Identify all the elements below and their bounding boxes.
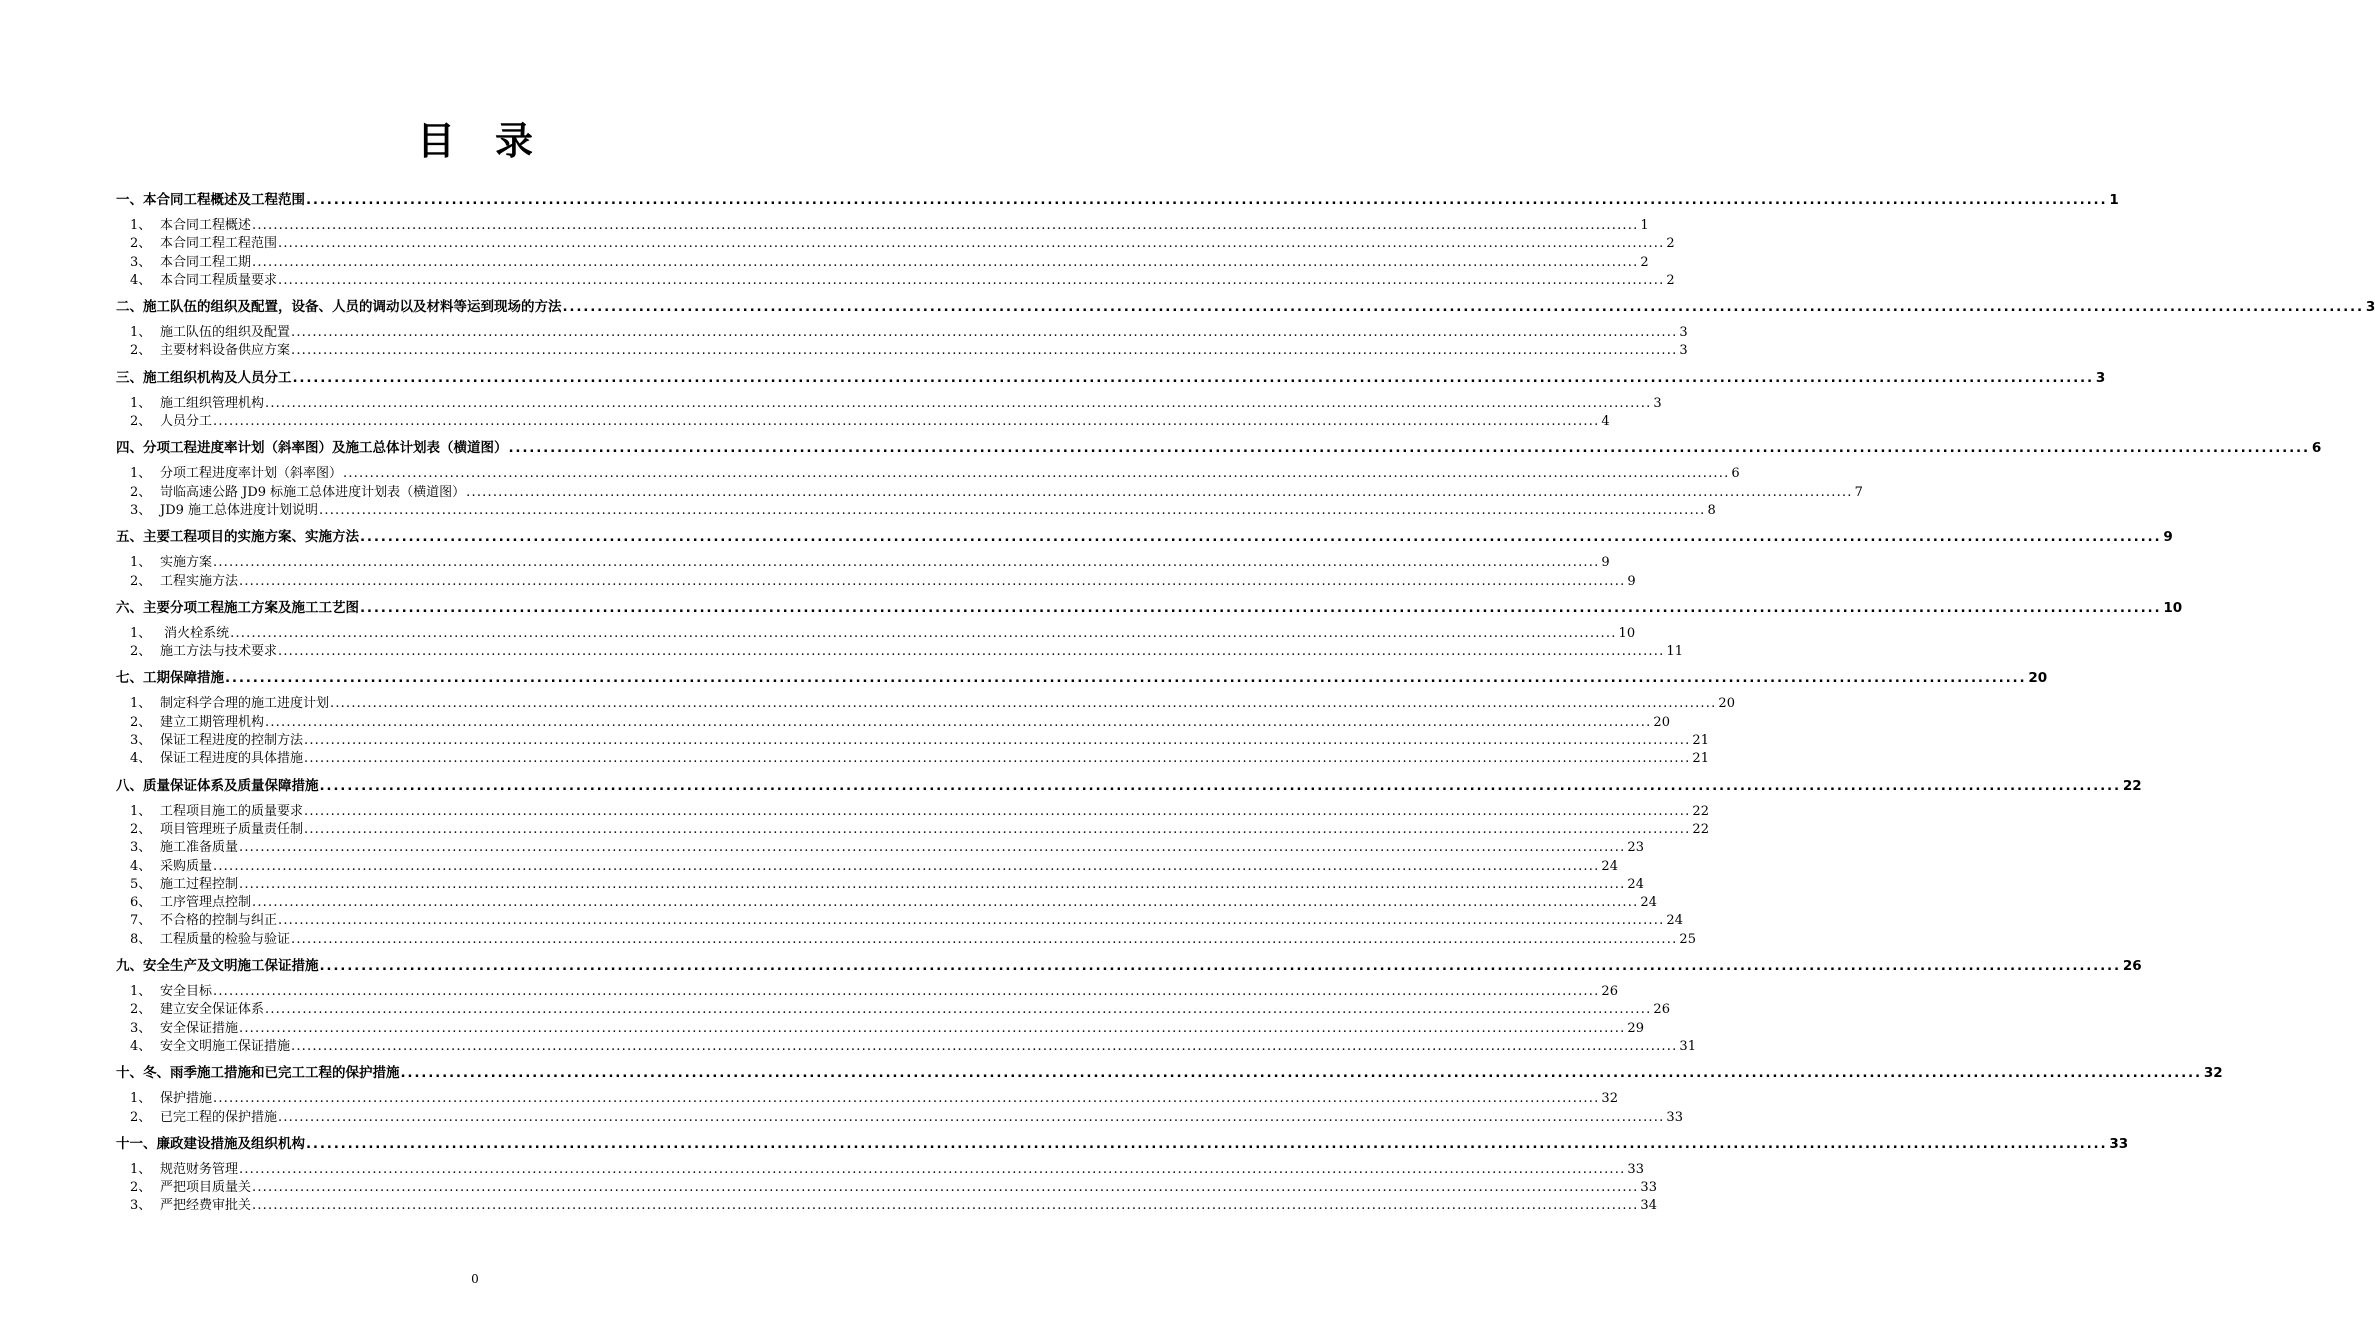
toc-subsection-page: 29 — [1627, 1020, 1644, 1036]
toc-section-title: 冬、雨季施工措施和已完工工程的保护措施 — [143, 1065, 400, 1082]
toc-subsection-entry[interactable] — [116, 573, 1636, 591]
toc-subsection-page: 24 — [1666, 913, 1683, 929]
toc-subsection-title: 严把经费审批关 — [160, 1198, 252, 1214]
dot-leader: .................................................................................................................................................................................................................................................................... — [239, 840, 1626, 856]
toc-subsection-page: 7 — [1854, 484, 1863, 500]
toc-subsection-number: 1、 — [130, 466, 152, 482]
toc-subsection-entry[interactable] — [116, 894, 1657, 912]
dot-leader: .................................................................................................................................................................................................................................................................... — [304, 733, 1691, 749]
dot-leader: .................................................................................................................................................................................................................................................................... — [306, 192, 2108, 208]
dot-leader: .................................................................................................................................................................................................................................................................... — [252, 254, 1639, 270]
title-char-1: 目 — [416, 119, 455, 163]
dot-leader: .................................................................................................................................................................................................................................................................... — [213, 414, 1600, 430]
toc-subsection-entry[interactable] — [116, 1001, 1670, 1019]
toc-subsection-page: 25 — [1679, 931, 1696, 947]
toc-section-number: 二、 — [116, 299, 143, 316]
toc-subsection-number: 3、 — [130, 840, 152, 856]
dot-leader: .................................................................................................................................................................................................................................................................... — [239, 876, 1626, 892]
toc-section-page: 10 — [2163, 599, 2183, 616]
toc-subsection-number: 8、 — [130, 931, 152, 947]
toc-subsection-title: 安全保证措施 — [160, 1020, 239, 1036]
toc-subsection-page: 6 — [1731, 466, 1740, 482]
toc-subsection-title: JD9 施工总体进度计划说明 — [160, 502, 319, 518]
toc-subsection-title: 施工队伍的组织及配置 — [160, 325, 291, 341]
toc-subsection-number: 1、 — [130, 625, 152, 641]
dot-leader: .................................................................................................................................................................................................................................................................... — [213, 984, 1600, 1000]
toc-section-number: 六、 — [116, 599, 143, 616]
toc-subsection-entry[interactable] — [116, 217, 1649, 235]
toc-subsection-title: 主要材料设备供应方案 — [160, 343, 291, 359]
toc-subsection-title: 本合同工程概述 — [160, 218, 252, 233]
toc-section-title: 施工组织机构及人员分工 — [143, 369, 292, 386]
toc-subsection-entry[interactable] — [116, 502, 1716, 520]
dot-leader: .................................................................................................................................................................................................................................................................... — [291, 1038, 1678, 1054]
toc-subsection-number: 1、 — [130, 555, 152, 571]
toc-subsection-entry[interactable] — [116, 912, 1683, 930]
dot-leader: .................................................................................................................................................................................................................................................................... — [252, 1180, 1639, 1196]
dot-leader: .................................................................................................................................................................................................................................................................... — [508, 440, 2310, 457]
toc-subsection-entry[interactable] — [116, 643, 1683, 661]
toc-subsection-number: 2、 — [130, 236, 152, 252]
dot-leader: .................................................................................................................................................................................................................................................................... — [239, 1161, 1626, 1177]
toc-subsection-entry[interactable] — [116, 254, 1649, 272]
toc-subsection-title: 建立工期管理机构 — [160, 714, 265, 730]
dot-leader: .................................................................................................................................................................................................................................................................... — [304, 821, 1691, 837]
toc-subsection-page: 22 — [1692, 821, 1709, 837]
toc-subsection-title: 安全文明施工保证措施 — [160, 1038, 291, 1054]
toc-subsection-title: 本合同工程工期 — [160, 254, 252, 270]
toc-section-page: 20 — [2028, 670, 2048, 687]
toc-subsection-entry[interactable] — [116, 342, 1688, 360]
toc-subsection-entry[interactable] — [116, 732, 1709, 750]
toc-subsection-entry[interactable] — [116, 235, 1675, 253]
toc-section-title: 质量保证体系及质量保障措施 — [143, 777, 319, 794]
toc-subsection-number: 7、 — [130, 913, 152, 929]
toc-subsection-entry[interactable] — [116, 858, 1618, 876]
dot-leader: .................................................................................................................................................................................................................................................................... — [252, 218, 1639, 233]
dot-leader: .................................................................................................................................................................................................................................................................... — [319, 777, 2121, 794]
toc-subsection-number: 4、 — [130, 272, 152, 288]
table-of-contents — [116, 191, 2375, 1216]
toc-subsection-number: 2、 — [130, 343, 152, 359]
toc-subsection-number: 3、 — [130, 502, 152, 518]
toc-subsection-title: 安全目标 — [160, 984, 213, 1000]
dot-leader: .................................................................................................................................................................................................................................................................... — [466, 484, 1853, 500]
toc-subsection-title: 实施方案 — [160, 555, 213, 571]
toc-subsection-number: 5、 — [130, 876, 152, 892]
toc-subsection-title: 保护措施 — [160, 1091, 213, 1107]
page-number: 0 — [471, 1272, 479, 1286]
toc-subsection-number: 2、 — [130, 1180, 152, 1196]
toc-subsection-page: 9 — [1601, 555, 1610, 571]
toc-subsection-page: 20 — [1718, 696, 1735, 712]
toc-subsection-page: 3 — [1679, 325, 1688, 341]
toc-subsection-number: 3、 — [130, 254, 152, 270]
dot-leader: .................................................................................................................................................................................................................................................................... — [304, 803, 1691, 819]
toc-subsection-title: 工程项目施工的质量要求 — [160, 803, 304, 819]
toc-section-title: 廉政建设措施及组织机构 — [156, 1135, 305, 1152]
toc-subsection-number: 4、 — [130, 858, 152, 874]
toc-subsection-number: 1、 — [130, 325, 152, 341]
toc-section-number: 三、 — [116, 369, 143, 386]
dot-leader: .................................................................................................................................................................................................................................................................... — [400, 1065, 2202, 1082]
toc-section-page: 26 — [2122, 958, 2142, 975]
dot-leader: .................................................................................................................................................................................................................................................................... — [291, 325, 1678, 341]
toc-subsection-title: 施工过程控制 — [160, 876, 239, 892]
toc-section-entry[interactable] — [116, 191, 2119, 210]
toc-subsection-number: 4、 — [130, 751, 152, 767]
toc-subsection-page: 4 — [1601, 414, 1610, 430]
toc-subsection-number: 2、 — [130, 414, 152, 430]
toc-section-entry[interactable] — [116, 957, 2142, 976]
toc-subsection-entry[interactable] — [116, 1197, 1657, 1215]
toc-subsection-number: 1、 — [130, 218, 152, 233]
toc-subsection-entry[interactable] — [116, 1109, 1683, 1127]
toc-subsection-page: 20 — [1653, 714, 1670, 730]
toc-subsection-entry[interactable] — [116, 695, 1735, 713]
toc-subsection-number: 2、 — [130, 714, 152, 730]
toc-subsection-entry[interactable] — [116, 413, 1610, 431]
toc-section-entry[interactable] — [116, 298, 2375, 317]
toc-subsection-entry[interactable] — [116, 1179, 1657, 1197]
toc-subsection-entry[interactable] — [116, 625, 1636, 643]
toc-subsection-page: 26 — [1601, 984, 1618, 1000]
dot-leader: .................................................................................................................................................................................................................................................................... — [562, 299, 2364, 316]
toc-subsection-entry[interactable] — [116, 465, 1740, 483]
toc-subsection-page: 34 — [1640, 1198, 1657, 1214]
toc-subsection-number: 3、 — [130, 733, 152, 749]
toc-subsection-number: 4、 — [130, 1038, 152, 1054]
toc-subsection-title: 保证工程进度的控制方法 — [160, 733, 304, 749]
dot-leader: .................................................................................................................................................................................................................................................................... — [239, 573, 1626, 589]
dot-leader: .................................................................................................................................................................................................................................................................... — [239, 1020, 1626, 1036]
toc-section-number: 八、 — [116, 777, 143, 794]
dot-leader: .................................................................................................................................................................................................................................................................... — [278, 644, 1665, 660]
toc-subsection-number: 1、 — [130, 696, 152, 712]
toc-subsection-entry[interactable] — [116, 395, 1662, 413]
toc-subsection-entry[interactable] — [116, 1090, 1618, 1108]
dot-leader: .................................................................................................................................................................................................................................................................... — [278, 272, 1665, 288]
toc-subsection-page: 24 — [1601, 858, 1618, 874]
dot-leader: .................................................................................................................................................................................................................................................................... — [360, 599, 2162, 616]
toc-subsection-number: 1、 — [130, 1091, 152, 1107]
toc-subsection-title: 严把项目质量关 — [160, 1180, 252, 1196]
dot-leader: .................................................................................................................................................................................................................................................................... — [278, 913, 1665, 929]
toc-subsection-page: 2 — [1666, 236, 1675, 252]
dot-leader: .................................................................................................................................................................................................................................................................... — [265, 1002, 1652, 1018]
toc-subsection-entry[interactable] — [116, 1020, 1644, 1038]
toc-subsection-entry[interactable] — [116, 484, 1863, 502]
dot-leader: .................................................................................................................................................................................................................................................................... — [306, 1135, 2108, 1152]
toc-section-title: 工期保障措施 — [143, 670, 224, 687]
page-title — [0, 114, 950, 168]
toc-subsection-number: 1、 — [130, 395, 152, 411]
toc-subsection-title: 项目管理班子质量责任制 — [160, 821, 304, 837]
toc-subsection-page: 8 — [1707, 502, 1716, 518]
toc-subsection-number: 1、 — [130, 1161, 152, 1177]
toc-subsection-entry[interactable] — [116, 803, 1709, 821]
toc-subsection-entry[interactable] — [116, 876, 1644, 894]
toc-subsection-title: 岢临高速公路 JD9 标施工总体进度计划表（横道图） — [160, 484, 466, 500]
toc-subsection-number: 2、 — [130, 573, 152, 589]
dot-leader: .................................................................................................................................................................................................................................................................... — [230, 625, 1617, 641]
toc-subsection-title: 施工准备质量 — [160, 840, 239, 856]
toc-subsection-number: 3、 — [130, 1020, 152, 1036]
toc-subsection-entry[interactable] — [116, 983, 1618, 1001]
dot-leader: .................................................................................................................................................................................................................................................................... — [343, 466, 1730, 482]
toc-section-entry[interactable] — [116, 1135, 2129, 1154]
toc-subsection-page: 23 — [1627, 840, 1644, 856]
toc-subsection-title: 采购质量 — [160, 858, 213, 874]
toc-subsection-page: 2 — [1666, 272, 1675, 288]
toc-subsection-title: 分项工程进度率计划（斜率图） — [160, 466, 343, 482]
toc-section-page: 33 — [2109, 1135, 2129, 1152]
toc-subsection-page: 33 — [1640, 1180, 1657, 1196]
dot-leader: .................................................................................................................................................................................................................................................................... — [225, 670, 2027, 687]
toc-subsection-page: 24 — [1640, 895, 1657, 911]
dot-leader: .................................................................................................................................................................................................................................................................... — [213, 555, 1600, 571]
dot-leader: .................................................................................................................................................................................................................................................................... — [360, 529, 2162, 546]
toc-subsection-entry[interactable] — [116, 1038, 1696, 1056]
toc-subsection-title: 施工方法与技术要求 — [160, 644, 278, 660]
toc-subsection-page: 21 — [1692, 751, 1709, 767]
toc-section-page: 9 — [2163, 529, 2173, 546]
toc-subsection-page: 3 — [1653, 395, 1662, 411]
toc-subsection-page: 1 — [1640, 218, 1649, 233]
toc-section-title: 分项工程进度率计划（斜率图）及施工总体计划表（横道图） — [143, 440, 508, 457]
toc-section-entry[interactable] — [116, 439, 2322, 458]
toc-subsection-page: 33 — [1666, 1109, 1683, 1125]
toc-section-number: 十、 — [116, 1065, 143, 1082]
toc-section-title: 主要分项工程施工方案及施工工艺图 — [143, 599, 359, 616]
toc-section-title: 主要工程项目的实施方案、实施方法 — [143, 529, 359, 546]
toc-subsection-title: 工序管理点控制 — [160, 895, 252, 911]
toc-section-title: 施工队伍的组织及配置，设备、人员的调动以及材料等运到现场的方法 — [143, 299, 562, 316]
dot-leader: .................................................................................................................................................................................................................................................................... — [278, 1109, 1665, 1125]
toc-section-page: 22 — [2122, 777, 2142, 794]
toc-subsection-number: 2、 — [130, 1109, 152, 1125]
toc-subsection-title: 保证工程进度的具体措施 — [160, 751, 304, 767]
toc-section-entry[interactable] — [116, 669, 2048, 688]
toc-subsection-entry[interactable] — [116, 931, 1696, 949]
toc-section-number: 十一、 — [116, 1135, 157, 1152]
toc-subsection-title: 建立安全保证体系 — [160, 1002, 265, 1018]
toc-section-page: 32 — [2203, 1065, 2223, 1082]
toc-subsection-page: 3 — [1679, 343, 1688, 359]
dot-leader: .................................................................................................................................................................................................................................................................... — [291, 343, 1678, 359]
toc-subsection-title: 人员分工 — [160, 414, 213, 430]
toc-section-entry[interactable] — [116, 1064, 2223, 1083]
toc-subsection-number: 6、 — [130, 895, 152, 911]
toc-section-entry[interactable] — [116, 599, 2183, 618]
toc-subsection-page: 21 — [1692, 733, 1709, 749]
toc-subsection-page: 10 — [1618, 625, 1636, 641]
toc-section-page: 3 — [2095, 369, 2106, 386]
toc-subsection-number: 2、 — [130, 644, 152, 660]
toc-subsection-entry[interactable] — [116, 714, 1670, 732]
toc-subsection-title: 制定科学合理的施工进度计划 — [160, 696, 330, 712]
toc-section-number: 一、 — [116, 192, 143, 208]
toc-section-page: 3 — [2365, 299, 2375, 316]
toc-section-number: 七、 — [116, 670, 143, 687]
dot-leader: .................................................................................................................................................................................................................................................................... — [319, 502, 1706, 518]
toc-subsection-entry[interactable] — [116, 839, 1644, 857]
toc-subsection-page: 24 — [1627, 876, 1644, 892]
toc-section-number: 五、 — [116, 529, 143, 546]
dot-leader: .................................................................................................................................................................................................................................................................... — [213, 1091, 1600, 1107]
toc-section-number: 九、 — [116, 958, 143, 975]
toc-subsection-page: 11 — [1666, 644, 1683, 660]
toc-subsection-page: 31 — [1679, 1038, 1696, 1054]
toc-subsection-title: 施工组织管理机构 — [160, 395, 265, 411]
toc-subsection-number: 1、 — [130, 803, 152, 819]
toc-subsection-title: 已完工程的保护措施 — [160, 1109, 278, 1125]
toc-subsection-title: 消火栓系统 — [160, 625, 230, 641]
toc-section-number: 四、 — [116, 440, 143, 457]
dot-leader: .................................................................................................................................................................................................................................................................... — [265, 714, 1652, 730]
dot-leader: .................................................................................................................................................................................................................................................................... — [330, 696, 1717, 712]
toc-section-page: 6 — [2311, 440, 2322, 457]
dot-leader: .................................................................................................................................................................................................................................................................... — [292, 369, 2094, 386]
toc-subsection-entry[interactable] — [116, 324, 1688, 342]
toc-subsection-number: 2、 — [130, 484, 152, 500]
toc-section-title: 安全生产及文明施工保证措施 — [143, 958, 319, 975]
dot-leader: .................................................................................................................................................................................................................................................................... — [265, 395, 1652, 411]
toc-subsection-entry[interactable] — [116, 554, 1610, 572]
dot-leader: .................................................................................................................................................................................................................................................................... — [213, 858, 1600, 874]
toc-section-page: 1 — [2109, 192, 2119, 208]
toc-subsection-entry[interactable] — [116, 272, 1675, 290]
toc-section-entry[interactable] — [116, 777, 2142, 796]
toc-subsection-title: 工程实施方法 — [160, 573, 239, 589]
dot-leader: .................................................................................................................................................................................................................................................................... — [291, 931, 1678, 947]
dot-leader: .................................................................................................................................................................................................................................................................... — [304, 751, 1691, 767]
dot-leader: .................................................................................................................................................................................................................................................................... — [278, 236, 1665, 252]
toc-subsection-page: 22 — [1692, 803, 1709, 819]
toc-subsection-title: 不合格的控制与纠正 — [160, 913, 278, 929]
toc-subsection-entry[interactable] — [116, 821, 1709, 839]
toc-subsection-page: 9 — [1627, 573, 1636, 589]
dot-leader: .................................................................................................................................................................................................................................................................... — [252, 1198, 1639, 1214]
toc-subsection-entry[interactable] — [116, 1161, 1644, 1179]
toc-subsection-page: 33 — [1627, 1161, 1644, 1177]
toc-subsection-page: 32 — [1601, 1091, 1618, 1107]
toc-subsection-title: 工程质量的检验与验证 — [160, 931, 291, 947]
toc-subsection-title: 本合同工程质量要求 — [160, 272, 278, 288]
toc-subsection-number: 1、 — [130, 984, 152, 1000]
dot-leader: .................................................................................................................................................................................................................................................................... — [252, 895, 1639, 911]
toc-section-entry[interactable] — [116, 369, 2106, 388]
title-char-2: 录 — [495, 119, 534, 163]
dot-leader: .................................................................................................................................................................................................................................................................... — [319, 958, 2121, 975]
toc-subsection-page: 2 — [1640, 254, 1649, 270]
toc-subsection-title: 规范财务管理 — [160, 1161, 239, 1177]
toc-section-title: 本合同工程概述及工程范围 — [143, 192, 305, 208]
toc-subsection-number: 2、 — [130, 821, 152, 837]
toc-subsection-page: 26 — [1653, 1002, 1670, 1018]
toc-subsection-number: 2、 — [130, 1002, 152, 1018]
toc-subsection-entry[interactable] — [116, 750, 1709, 768]
toc-subsection-title: 本合同工程工程范围 — [160, 236, 278, 252]
toc-subsection-number: 3、 — [130, 1198, 152, 1214]
toc-section-entry[interactable] — [116, 528, 2173, 547]
